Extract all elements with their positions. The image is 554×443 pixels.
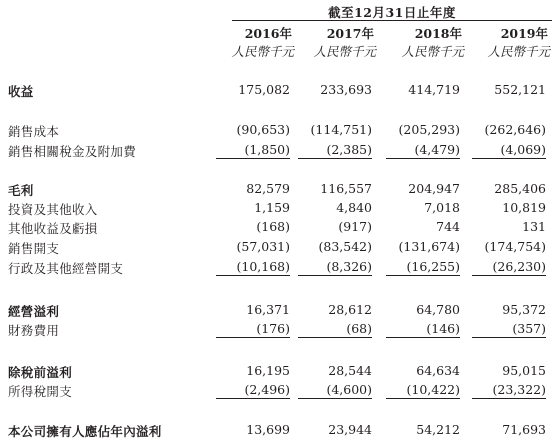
row-income-tax-expense [0, 382, 554, 398]
row-label: 銷售相關稅金及附加費 [8, 144, 137, 159]
row-other-gains-losses [0, 219, 554, 235]
value-2019: (4,069) [472, 142, 546, 159]
value-2016: (57,031) [236, 239, 290, 254]
year-header-2018: 2018年 [414, 26, 462, 41]
row-label: 財務費用 [8, 323, 60, 338]
row-label: 銷售成本 [8, 124, 60, 139]
row-operating-profit [0, 302, 554, 318]
row-selling-expenses [0, 239, 554, 255]
value-2017: (4,600) [298, 382, 372, 399]
value-2016: 82,579 [246, 181, 290, 196]
value-2018: (131,674) [398, 239, 460, 254]
value-2017: (114,751) [310, 122, 372, 137]
value-2016: (2,496) [216, 382, 290, 399]
row-sales-taxes-surcharges [0, 142, 554, 158]
value-2019: (262,646) [484, 122, 546, 137]
value-2016: 13,699 [246, 422, 290, 437]
value-2018: 414,719 [408, 82, 460, 97]
value-2019: 95,015 [502, 363, 546, 378]
row-label: 所得稅開支 [8, 384, 73, 399]
value-2018: 744 [436, 219, 460, 234]
row-profit-attributable-to-owners [0, 422, 554, 438]
value-2017: (2,385) [298, 142, 372, 159]
value-2017: 23,944 [328, 422, 372, 437]
row-label: 本公司擁有人應佔年內溢利 [8, 424, 162, 439]
value-2019: (23,322) [472, 382, 546, 399]
value-2016: (10,168) [216, 259, 290, 276]
value-2019: (174,754) [484, 239, 546, 254]
year-header-2017: 2017年 [326, 26, 374, 41]
value-2018: 204,947 [408, 181, 460, 196]
row-gross-profit [0, 181, 554, 197]
row-finance-costs [0, 321, 554, 337]
value-2018: (16,255) [386, 259, 460, 276]
year-header-2016: 2016年 [244, 26, 292, 41]
value-2017: (8,326) [298, 259, 372, 276]
unit-header-2018: 人民幣千元 [401, 44, 464, 59]
period-header: 截至12月31日止年度 [328, 5, 456, 20]
value-2017: 28,544 [328, 363, 372, 378]
row-admin-operating-expenses [0, 259, 554, 275]
row-profit-before-tax [0, 363, 554, 379]
value-2016: (176) [216, 321, 290, 338]
value-2018: (205,293) [398, 122, 460, 137]
unit-header-2017: 人民幣千元 [313, 44, 376, 59]
value-2017: 28,612 [328, 302, 372, 317]
value-2019: 71,693 [502, 422, 546, 437]
value-2018: (146) [386, 321, 460, 338]
value-2018: 54,212 [416, 422, 460, 437]
value-2019: 10,819 [502, 200, 546, 215]
row-label: 投資及其他收入 [8, 202, 98, 217]
value-2018: 7,018 [424, 200, 460, 215]
row-label: 除稅前溢利 [8, 365, 73, 380]
value-2019: 285,406 [494, 181, 546, 196]
row-label: 銷售開支 [8, 241, 60, 256]
value-2017: (917) [338, 219, 372, 234]
value-2019: (357) [472, 321, 546, 338]
value-2019: 552,121 [494, 82, 546, 97]
value-2018: (10,422) [386, 382, 460, 399]
value-2019: 95,372 [502, 302, 546, 317]
value-2017: (83,542) [318, 239, 372, 254]
value-2016: (1,850) [216, 142, 290, 159]
row-label: 毛利 [8, 183, 34, 198]
row-label: 經營溢利 [8, 304, 60, 319]
row-revenue [0, 82, 554, 98]
year-header-2019: 2019年 [500, 26, 548, 41]
value-2017: 233,693 [320, 82, 372, 97]
value-2016: 175,082 [238, 82, 290, 97]
value-2019: 131 [522, 219, 546, 234]
value-2018: 64,634 [416, 363, 460, 378]
row-investment-other-income [0, 200, 554, 216]
row-cost-of-sales [0, 122, 554, 138]
value-2019: (26,230) [472, 259, 546, 276]
unit-header-2016: 人民幣千元 [231, 44, 294, 59]
row-label: 其他收益及虧損 [8, 221, 98, 236]
value-2017: (68) [298, 321, 372, 338]
value-2016: 1,159 [254, 200, 290, 215]
value-2016: 16,195 [246, 363, 290, 378]
value-2016: (90,653) [236, 122, 290, 137]
value-2016: (168) [256, 219, 290, 234]
value-2018: 64,780 [416, 302, 460, 317]
value-2018: (4,479) [386, 142, 460, 159]
value-2017: 116,557 [320, 181, 372, 196]
row-label: 收益 [8, 84, 34, 99]
period-header-rule [232, 20, 552, 21]
value-2017: 4,840 [336, 200, 372, 215]
row-label: 行政及其他經營開支 [8, 261, 124, 276]
value-2016: 16,371 [246, 302, 290, 317]
unit-header-2019: 人民幣千元 [487, 44, 550, 59]
